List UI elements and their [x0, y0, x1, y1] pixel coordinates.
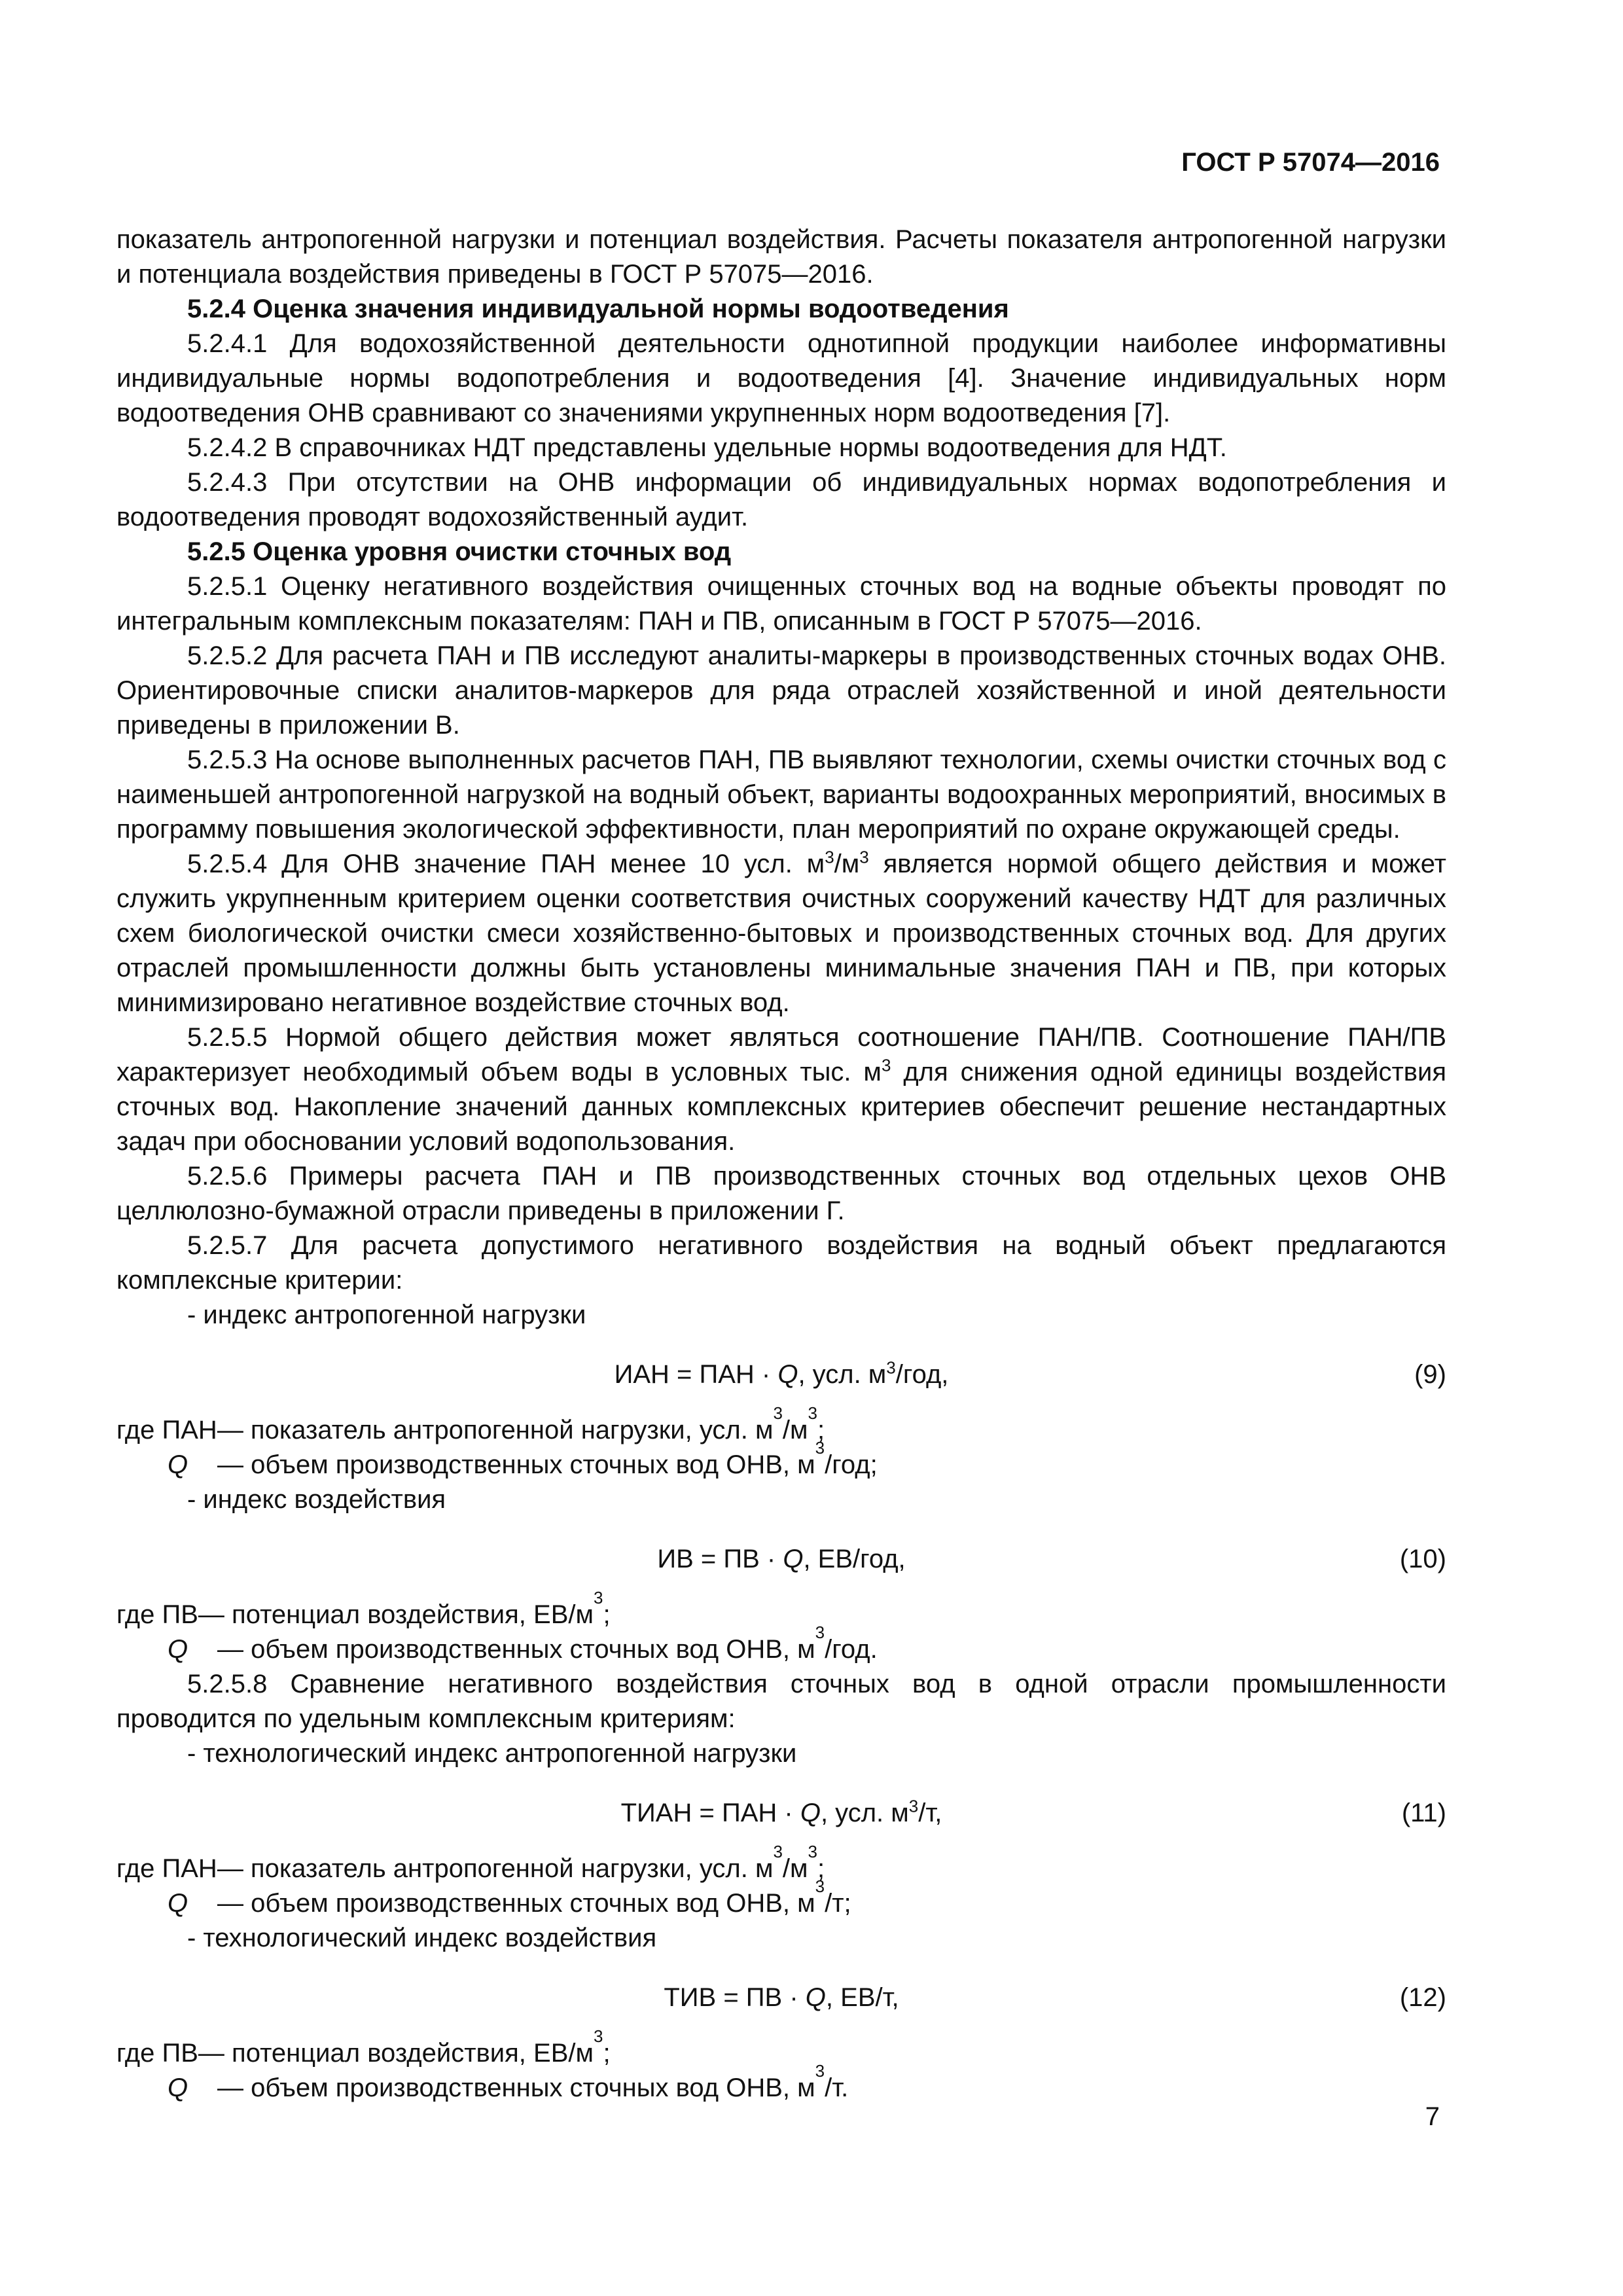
- formula-legend: Q — объем производственных сточных вод ОНВ, м 3 /год.: [168, 1623, 878, 1664]
- formula-legend: где ПАН — показатель антропогенной нагрузки, усл. м 3 /м 3 ;: [116, 1842, 825, 1883]
- paragraph: 5.2.5.1 Оценку негативного воздействия очищенных сточных вод на водные объекты проводят по интегральным комплексным показателям: ПАН и ПВ, описанным в ГОСТ Р 57075—2016.: [116, 572, 1446, 636]
- formula-11: ТИАН = ПАН · Q, усл. $м^3/т$, (11): [116, 1796, 1446, 1831]
- list-item: - технологический индекс антропогенной нагрузки: [187, 1739, 797, 1768]
- paragraph: 5.2.4.2 В справочниках НДТ представлены удельные нормы водоотведения для НДТ.: [187, 433, 1227, 462]
- formula-9: ИАН = ПАН · Q, усл. $м^3$/год, (9): [116, 1357, 1446, 1392]
- page-number: 7: [1425, 2102, 1440, 2131]
- list-item: - технологический индекс воздействия: [187, 1924, 657, 1952]
- paragraph: 5.2.5.8 Сравнение негативного воздействия сточных вод в одной отрасли промышленности проводится по удельным комплексным критериям:: [116, 1670, 1446, 1733]
- formula-legend: Q — объем производственных сточных вод ОНВ, м 3 /т;: [168, 1876, 851, 1918]
- list-item: - индекс антропогенной нагрузки: [187, 1300, 586, 1329]
- formula-12: ТИВ = ПВ · Q, ЕВ/т, (12): [116, 1981, 1446, 2015]
- formula-legend: где ПВ — потенциал воздействия, ЕВ/м 3 ;: [116, 1588, 611, 1629]
- formula-10: ИВ = ПВ · Q, ЕВ/год, (10): [116, 1542, 1446, 1577]
- paragraph: 5.2.4.3 При отсутствии на ОНВ информации об индивидуальных нормах водопотребления и водоотведения проводят водохозяйственный аудит.: [116, 468, 1446, 531]
- formula-legend: Q — объем производственных сточных вод ОНВ, м 3 /год;: [168, 1438, 878, 1479]
- list-item: - индекс воздействия: [187, 1485, 446, 1514]
- page-body: [116, 223, 1446, 2106]
- formula-legend: где ПАН — показатель антропогенной нагрузки, усл. м 3 /м 3 ;: [116, 1403, 825, 1444]
- paragraph: 5.2.5.5 Нормой общего действия может являться соотношение ПАН/ПВ. Соотношение ПАН/ПВ характеризует необходимый объем воды в условных тыс. $м^3$ для снижения одной единицы воздействия сточных вод. Накопление значений данных комплексных критериев обеспечит решение нестандартных задач при обосновании условий водопользования.: [116, 1023, 1447, 1156]
- paragraph: 5.2.5.4 Для ОНВ значение ПАН менее 10 усл. $м^3/м^3$ является нормой общего действия и может служить укрупненным критерием оценки соответствия очистных сооружений качеству НДТ для различных схем биологической очистки смеси хозяйственно-бытовых и производственных сточных вод. Для других отраслей промышленности должны быть установлены минимальные значения ПАН и ПВ, при которых минимизировано негативное воздействие сточных вод.: [116, 847, 1446, 1017]
- paragraph: 5.2.5.6 Примеры расчета ПАН и ПВ производственных сточных вод отдельных цехов ОНВ целлюлозно-бумажной отрасли приведены в приложении Г.: [116, 1162, 1446, 1225]
- paragraph: 5.2.5.2 Для расчета ПАН и ПВ исследуют аналиты-маркеры в производственных сточных водах ОНВ. Ориентировочные списки аналитов-маркеров для ряда отраслей хозяйственной и иной деятельности приведены в приложении В.: [116, 641, 1446, 740]
- section-heading-5-2-4: 5.2.4 Оценка значения индивидуальной нормы водоотведения: [187, 295, 1009, 323]
- formula-number: (12): [1399, 1983, 1446, 2012]
- paragraph: показатель антропогенной нагрузки и потенциал воздействия. Расчеты показателя антропогенной нагрузки и потенциала воздействия приведены в ГОСТ Р 57075—2016.: [116, 225, 1446, 289]
- formula-legend: Q — объем производственных сточных вод ОНВ, м 3 /т.: [168, 2061, 849, 2102]
- formula-number: (9): [1414, 1360, 1446, 1389]
- paragraph: 5.2.4.1 Для водохозяйственной деятельности однотипной продукции наиболее информативны индивидуальные нормы водопотребления и водоотведения [4]. Значение индивидуальных норм водоотведения ОНВ сравнивают со значениями укрупненных норм водоотведения [7].: [116, 329, 1446, 427]
- document-header: ГОСТ Р 57074—2016: [1181, 148, 1440, 177]
- section-heading-5-2-5: 5.2.5 Оценка уровня очистки сточных вод: [187, 537, 732, 566]
- paragraph: 5.2.5.3 На основе выполненных расчетов ПАН, ПВ выявляют технологии, схемы очистки сточных вод с наименьшей антропогенной нагрузкой на водный объект, варианты водоохранных мероприятий, вносимых в программу повышения экологической эффективности, план мероприятий по охране окружающей среды.: [116, 745, 1446, 844]
- paragraph: 5.2.5.7 Для расчета допустимого негативного воздействия на водный объект предлагаются комплексные критерии:: [116, 1231, 1446, 1295]
- formula-legend: где ПВ — потенциал воздействия, ЕВ/м 3 ;: [116, 2026, 611, 2068]
- formula-number: (10): [1399, 1545, 1446, 1573]
- formula-number: (11): [1401, 1799, 1446, 1827]
